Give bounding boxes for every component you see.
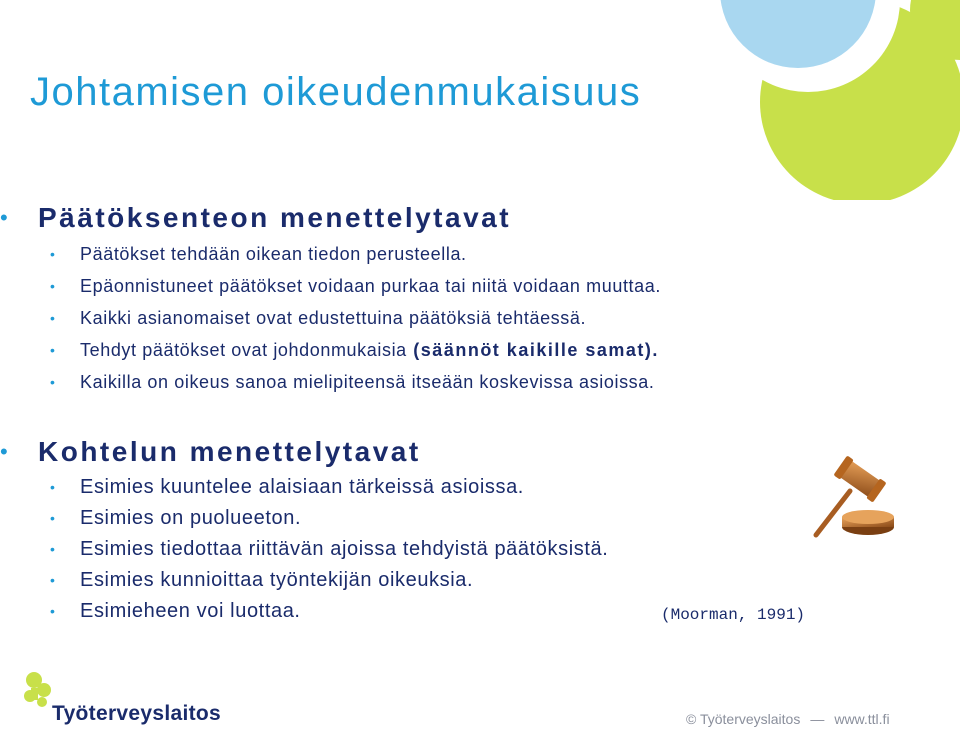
- list-item: • Esimieheen voi luottaa.: [0, 596, 900, 627]
- list-item: • Kaikki asianomaiset ovat edustettuina päätöksiä tehtäessä.: [0, 302, 900, 334]
- list-item: • Päätökset tehdään oikean tiedon perusteella.: [0, 238, 900, 270]
- slide-title: Johtamisen oikeudenmukaisuus: [30, 70, 642, 114]
- list-item-text: Tehdyt päätökset ovat johdonmukaisia: [80, 340, 407, 360]
- list-item: • Epäonnistuneet päätökset voidaan purkaa tai niitä voidaan muuttaa.: [0, 270, 900, 302]
- footer-url: www.ttl.fi: [834, 711, 890, 727]
- section-treatment-procedures: [0, 432, 900, 627]
- citation: (Moorman, 1991): [661, 606, 806, 624]
- section-heading: • Kohtelun menettelytavat: [0, 432, 900, 472]
- list-item: [0, 334, 900, 366]
- bullet-list: [0, 238, 900, 398]
- list-item: • Esimies tiedottaa riittävän ajoissa tehdyistä päätöksistä.: [0, 534, 900, 565]
- organization-logo: [20, 668, 220, 728]
- list-item: • Esimies on puolueeton.: [0, 503, 900, 534]
- decorative-circles: [710, 0, 960, 200]
- list-item: • Esimies kuuntelee alaisiaan tärkeissä asioissa.: [0, 472, 900, 503]
- gavel-icon: [810, 455, 900, 540]
- section-decision-procedures: [0, 198, 900, 398]
- footer: [686, 711, 890, 727]
- footer-copyright: © Työterveyslaitos: [686, 711, 801, 727]
- logo-text: Työterveyslaitos: [52, 702, 221, 725]
- list-item-emphasis: (säännöt kaikille samat).: [406, 340, 659, 360]
- bullet-list: [0, 472, 900, 627]
- list-item: • Kaikilla on oikeus sanoa mielipiteensä itseään koskevissa asioissa.: [0, 366, 900, 398]
- list-item: • Esimies kunnioittaa työntekijän oikeuksia.: [0, 565, 900, 596]
- footer-separator: —: [810, 711, 825, 727]
- section-heading: • Päätöksenteon menettelytavat: [0, 198, 900, 238]
